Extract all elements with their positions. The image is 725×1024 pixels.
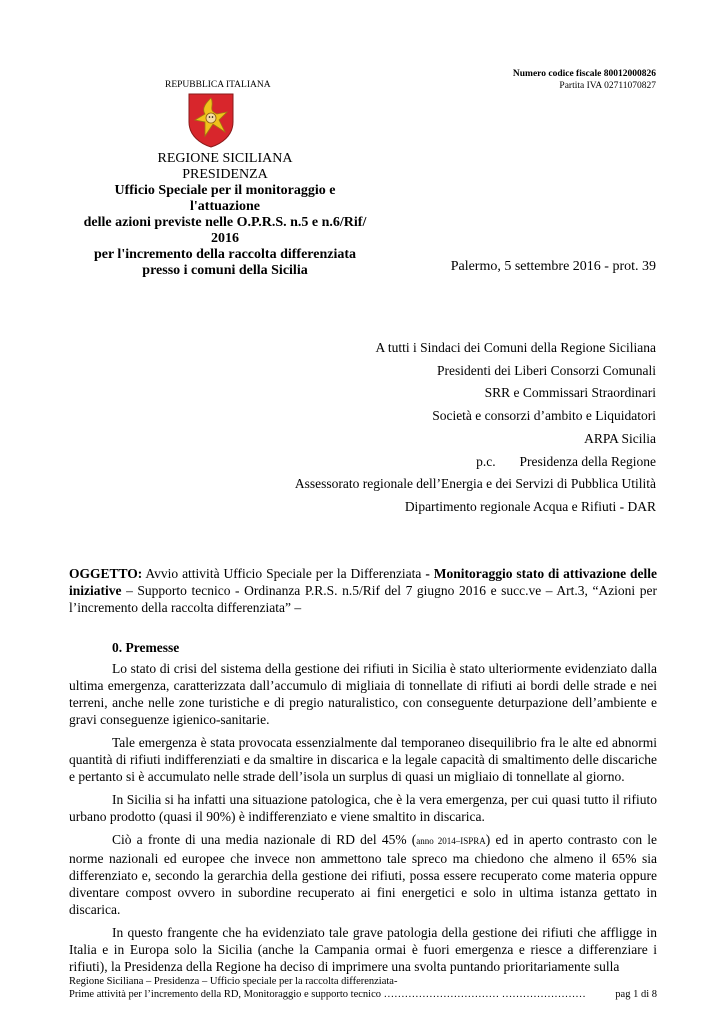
subject-label: OGGETTO: <box>69 566 143 581</box>
sicilian-region-emblem <box>187 92 235 148</box>
source-note: anno 2014–ISPRA <box>416 836 486 846</box>
recipients-list <box>295 337 656 519</box>
subject-text: Avvio attività Ufficio Speciale per la Differenziata <box>142 566 426 581</box>
subject-text-continued: – Supporto tecnico - Ordinanza P.R.S. n.5/Rif del 7 giugno 2016 e succ.ve – Art.3, “Azioni per l’incremento della raccolta differenziata” – <box>69 583 657 615</box>
pc-recipient: Dipartimento regionale Acqua e Rifiuti - DAR <box>404 498 656 514</box>
pc-recipient: Assessorato regionale dell’Energia e dei Servizi di Pubblica Utilità <box>294 476 656 492</box>
footer-text: Prime attività per l’incremento della RD, Monitoraggio e supporto tecnico …………………………… …………………… <box>69 989 586 1000</box>
recipient-item: SRR e Commissari Straordinari <box>484 385 656 401</box>
fiscal-code: Numero codice fiscale 80012000826 <box>512 69 656 79</box>
fiscal-info <box>513 68 656 92</box>
paragraph-text: Ciò a fronte di una media nazionale di RD del 45% ( <box>112 832 417 847</box>
office-line-1: Ufficio Speciale per il monitoraggio e l'attuazione <box>114 183 336 214</box>
presidency-title: PRESIDENZA <box>182 167 268 182</box>
recipient-item: Presidenti dei Liberi Consorzi Comunali <box>437 362 656 378</box>
office-heading <box>80 151 370 279</box>
office-line-3: per l'incremento della raccolta differenziata <box>93 247 357 262</box>
pc-recipient-row <box>295 451 656 474</box>
paragraph: In Sicilia si ha infatti una situazione patologica, che è la vera emergenza, per cui quasi tutto il rifiuto urbano prodotto (quasi il 90%) è indifferenziato e viene smaltito in discarica. <box>69 792 657 824</box>
section-title: 0. Premesse <box>112 640 180 655</box>
pc-label: p.c. <box>476 453 496 469</box>
office-line-2: delle azioni previste nelle O.P.R.S. n.5 e n.6/Rif/ 2016 <box>83 215 367 246</box>
republic-label: REPUBBLICA ITALIANA <box>165 80 271 90</box>
office-line-4: presso i comuni della Sicilia <box>142 263 308 278</box>
recipient-item: A tutti i Sindaci dei Comuni della Regione Siciliana <box>375 340 656 355</box>
recipient-item: Società e consorzi d’ambito e Liquidatori <box>432 408 656 424</box>
footer-line-2 <box>69 988 657 1001</box>
pc-recipient: Presidenza della Regione <box>519 453 656 469</box>
subject-highlight: - Monitoraggio stato di attivazione delle iniziative <box>69 566 657 598</box>
paragraph: Lo stato di crisi del sistema della gestione dei rifiuti in Sicilia è stato ulteriormente evidenziato dalla ultima emergenza, caratterizzata dall’accumulo di migliaia di tonnellate di rifiuti ai bordi delle strade e nei terreni, anche nelle zone turistiche e di pregio naturalistico, con conseguente deturpazione dell’ambiente e gravi conseguenze igienico-sanitarie. <box>69 661 657 727</box>
paragraph: In questo frangente che ha evidenziato tale grave patologia della gestione dei rifiuti che affligge in Italia e in Europa solo la Sicilia (anche la Campania ormai è fuori emergenza e riesce a differenziare i rifiuti), la Presidenza della Regione ha deciso di imprimere una svolta puntando prioritariamente sulla <box>69 925 657 974</box>
page-footer <box>69 975 657 1001</box>
page-number: pag 1 di 8 <box>615 989 657 1000</box>
body-text <box>69 660 657 981</box>
paragraph: Tale emergenza è stata provocata essenzialmente dal temporaneo disequilibrio fra le alte ed abnormi quantità di rifiuti indifferenziati e da smaltire in discarica e la legale capacità di smaltimento delle discariche e pertanto si è accumulato nelle strade dell’isola un surplus di quasi un migliaio di tonnellate al giorno. <box>69 735 657 784</box>
subject-block <box>69 565 657 616</box>
recipient-item: ARPA Sicilia <box>584 430 656 446</box>
vat-number: Partita IVA 02711070827 <box>559 81 656 91</box>
footer-line-1: Regione Siciliana – Presidenza – Ufficio speciale per la raccolta differenziata- <box>69 976 398 987</box>
date-protocol: Palermo, 5 settembre 2016 - prot. 39 <box>450 259 656 274</box>
paragraph-text: ) ed in aperto contrasto con le norme nazionali ed europee che invece non ammettono tale spreco ma chiedono che almeno il 65% sia differenziato e, secondo la gerarchia della gestione dei rifiuti, possa essere recuperato come materia oppure diventare compost ovvero in subordine recuperato ai fini energetici e solo in ultima istanza gettato in discarica. <box>69 832 657 917</box>
region-title: REGIONE SICILIANA <box>157 151 293 166</box>
paragraph <box>69 831 657 918</box>
